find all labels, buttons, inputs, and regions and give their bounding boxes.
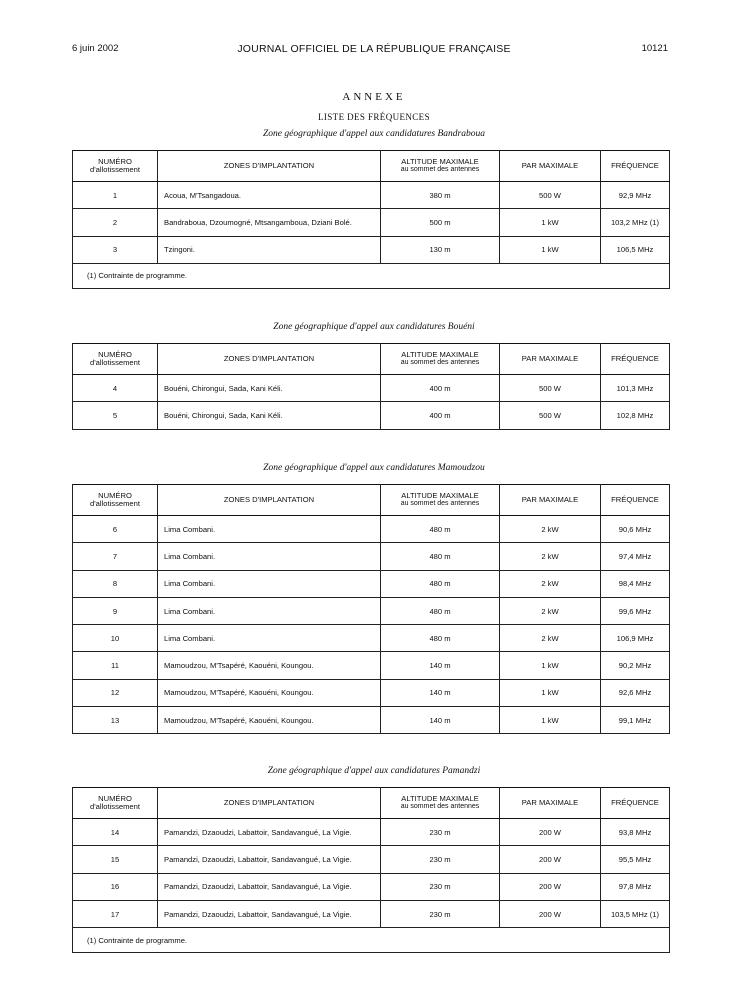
- column-header-altitude-line1: ALTITUDE MAXIMALE: [401, 156, 479, 166]
- frequency-cell: 92,9 MHz: [601, 182, 670, 209]
- implantation-zones-cell: Bouéni, Chirongui, Sada, Kani Kéli.: [158, 402, 381, 429]
- page-number: 10121: [641, 43, 668, 54]
- max-altitude-cell: 480 m: [381, 570, 500, 597]
- table-row: [73, 597, 670, 624]
- max-altitude-cell: 140 m: [381, 679, 500, 706]
- allotment-number-cell: 2: [73, 209, 158, 236]
- max-altitude-cell: 400 m: [381, 402, 500, 429]
- max-power-cell: 2 kW: [500, 625, 601, 652]
- frequency-table-boueni: [72, 343, 670, 430]
- table-row: [73, 402, 670, 429]
- column-header-zones: [158, 151, 381, 182]
- allotment-number-cell: 5: [73, 402, 158, 429]
- frequency-cell: 90,2 MHz: [601, 652, 670, 679]
- max-altitude-cell: 140 m: [381, 652, 500, 679]
- column-header-zones-line1: ZONES D'IMPLANTATION: [223, 353, 315, 363]
- table-header-row: [73, 151, 670, 182]
- column-header-numero-line1: NUMÉRO: [98, 349, 132, 359]
- column-header-numero-line2: d'allotissement: [90, 165, 140, 174]
- column-header-altitude-line2: au sommet des antennes: [400, 500, 480, 507]
- table-header-row: [73, 788, 670, 819]
- table-row: [73, 625, 670, 652]
- column-header-numero: [73, 485, 158, 516]
- implantation-zones-cell: Pamandzi, Dzaoudzi, Labattoir, Sandavangué, La Vigie.: [158, 873, 381, 900]
- max-altitude-cell: 500 m: [381, 209, 500, 236]
- table-row: [73, 182, 670, 209]
- max-power-cell: 1 kW: [500, 679, 601, 706]
- column-header-frequence: [601, 788, 670, 819]
- implantation-zones-cell: Mamoudzou, M'Tsapéré, Kaouéni, Koungou.: [158, 679, 381, 706]
- column-header-par-line1: PAR MAXIMALE: [521, 797, 579, 807]
- implantation-zones-cell: Lima Combani.: [158, 516, 381, 543]
- column-header-numero-line1: NUMÉRO: [98, 793, 132, 803]
- frequency-cell: 90,6 MHz: [601, 516, 670, 543]
- max-power-cell: 2 kW: [500, 516, 601, 543]
- max-power-cell: 200 W: [500, 900, 601, 927]
- table-row: [73, 570, 670, 597]
- table-header-row: [73, 485, 670, 516]
- frequency-cell: 101,3 MHz: [601, 375, 670, 402]
- column-header-frequence-line1: FRÉQUENCE: [611, 797, 659, 807]
- frequency-table-mamoudzou: [72, 484, 670, 734]
- liste-heading: LISTE DES FRÉQUENCES: [317, 112, 430, 122]
- max-power-cell: 200 W: [500, 819, 601, 846]
- max-altitude-cell: 230 m: [381, 846, 500, 873]
- frequency-cell: 106,5 MHz: [601, 236, 670, 263]
- table-row: [73, 209, 670, 236]
- max-altitude-cell: 130 m: [381, 236, 500, 263]
- table-row: [73, 707, 670, 734]
- max-power-cell: 2 kW: [500, 597, 601, 624]
- frequency-cell: 103,5 MHz (1): [601, 900, 670, 927]
- implantation-zones-cell: Pamandzi, Dzaoudzi, Labattoir, Sandavangué, La Vigie.: [158, 846, 381, 873]
- table-header-row: [73, 344, 670, 375]
- implantation-zones-cell: Lima Combani.: [158, 625, 381, 652]
- table-row: [73, 652, 670, 679]
- zone-title-pamandzi: Zone géographique d'appel aux candidatures Pamandzi: [267, 766, 481, 776]
- max-altitude-cell: 230 m: [381, 873, 500, 900]
- column-header-numero-line2: d'allotissement: [90, 802, 140, 811]
- column-header-zones-line1: ZONES D'IMPLANTATION: [223, 494, 315, 504]
- implantation-zones-cell: Mamoudzou, M'Tsapéré, Kaouéni, Koungou.: [158, 652, 381, 679]
- implantation-zones-cell: Tzingoni.: [158, 236, 381, 263]
- implantation-zones-cell: Lima Combani.: [158, 597, 381, 624]
- column-header-altitude-line1: ALTITUDE MAXIMALE: [401, 349, 479, 359]
- column-header-altitude-line2: au sommet des antennes: [400, 803, 480, 810]
- frequency-table-pamandzi: [72, 787, 670, 953]
- column-header-numero: [73, 151, 158, 182]
- column-header-par: [500, 485, 601, 516]
- max-altitude-cell: 230 m: [381, 819, 500, 846]
- footnote-row: [73, 263, 670, 288]
- column-header-altitude: [381, 151, 500, 182]
- implantation-zones-cell: Pamandzi, Dzaoudzi, Labattoir, Sandavangué, La Vigie.: [158, 900, 381, 927]
- footnote: (1) Contrainte de programme.: [73, 928, 670, 953]
- column-header-par: [500, 151, 601, 182]
- allotment-number-cell: 1: [73, 182, 158, 209]
- allotment-number-cell: 11: [73, 652, 158, 679]
- table-row: [73, 819, 670, 846]
- column-header-frequence: [601, 151, 670, 182]
- max-altitude-cell: 480 m: [381, 543, 500, 570]
- frequency-cell: 102,8 MHz: [601, 402, 670, 429]
- max-power-cell: 2 kW: [500, 543, 601, 570]
- column-header-numero-line1: NUMÉRO: [98, 490, 132, 500]
- allotment-number-cell: 4: [73, 375, 158, 402]
- table-row: [73, 873, 670, 900]
- column-header-frequence: [601, 344, 670, 375]
- column-header-altitude-line1: ALTITUDE MAXIMALE: [401, 490, 479, 500]
- max-power-cell: 200 W: [500, 873, 601, 900]
- implantation-zones-cell: Mamoudzou, M'Tsapéré, Kaouéni, Koungou.: [158, 707, 381, 734]
- column-header-par-line1: PAR MAXIMALE: [521, 494, 579, 504]
- column-header-frequence-line1: FRÉQUENCE: [611, 494, 659, 504]
- column-header-par-line1: PAR MAXIMALE: [521, 353, 579, 363]
- implantation-zones-cell: Pamandzi, Dzaoudzi, Labattoir, Sandavangué, La Vigie.: [158, 819, 381, 846]
- max-power-cell: 1 kW: [500, 707, 601, 734]
- column-header-altitude: [381, 344, 500, 375]
- allotment-number-cell: 16: [73, 873, 158, 900]
- table-row: [73, 236, 670, 263]
- allotment-number-cell: 3: [73, 236, 158, 263]
- frequency-cell: 92,6 MHz: [601, 679, 670, 706]
- frequency-cell: 106,9 MHz: [601, 625, 670, 652]
- max-altitude-cell: 480 m: [381, 625, 500, 652]
- max-altitude-cell: 400 m: [381, 375, 500, 402]
- column-header-zones: [158, 344, 381, 375]
- allotment-number-cell: 15: [73, 846, 158, 873]
- column-header-par: [500, 344, 601, 375]
- allotment-number-cell: 12: [73, 679, 158, 706]
- allotment-number-cell: 10: [73, 625, 158, 652]
- frequency-cell: 99,6 MHz: [601, 597, 670, 624]
- column-header-frequence: [601, 485, 670, 516]
- max-power-cell: 1 kW: [500, 209, 601, 236]
- column-header-frequence-line1: FRÉQUENCE: [611, 160, 659, 170]
- allotment-number-cell: 9: [73, 597, 158, 624]
- implantation-zones-cell: Bouéni, Chirongui, Sada, Kani Kéli.: [158, 375, 381, 402]
- max-altitude-cell: 380 m: [381, 182, 500, 209]
- table-row: [73, 846, 670, 873]
- column-header-altitude-line2: au sommet des antennes: [400, 359, 480, 366]
- frequency-cell: 95,5 MHz: [601, 846, 670, 873]
- annexe-heading: ANNEXE: [342, 91, 406, 103]
- max-power-cell: 500 W: [500, 182, 601, 209]
- implantation-zones-cell: Acoua, M'Tsangadoua.: [158, 182, 381, 209]
- header-date: 6 juin 2002: [72, 43, 119, 54]
- frequency-cell: 103,2 MHz (1): [601, 209, 670, 236]
- max-power-cell: 200 W: [500, 846, 601, 873]
- column-header-zones-line1: ZONES D'IMPLANTATION: [223, 797, 315, 807]
- footnote-row: [73, 928, 670, 953]
- column-header-numero: [73, 344, 158, 375]
- journal-title: JOURNAL OFFICIEL DE LA RÉPUBLIQUE FRANÇAISE: [237, 43, 511, 55]
- max-altitude-cell: 480 m: [381, 516, 500, 543]
- allotment-number-cell: 17: [73, 900, 158, 927]
- allotment-number-cell: 7: [73, 543, 158, 570]
- implantation-zones-cell: Lima Combani.: [158, 543, 381, 570]
- column-header-frequence-line1: FRÉQUENCE: [611, 353, 659, 363]
- table-row: [73, 543, 670, 570]
- zone-title-bandraboua: Zone géographique d'appel aux candidatures Bandraboua: [262, 129, 485, 139]
- implantation-zones-cell: Lima Combani.: [158, 570, 381, 597]
- table-row: [73, 516, 670, 543]
- frequency-table-bandraboua: [72, 150, 670, 289]
- implantation-zones-cell: Bandraboua, Dzoumogné, Mtsangamboua, Dziani Bolé.: [158, 209, 381, 236]
- allotment-number-cell: 13: [73, 707, 158, 734]
- max-altitude-cell: 230 m: [381, 900, 500, 927]
- frequency-cell: 97,8 MHz: [601, 873, 670, 900]
- zone-title-mamoudzou: Zone géographique d'appel aux candidatures Mamoudzou: [263, 463, 485, 473]
- column-header-zones: [158, 788, 381, 819]
- max-power-cell: 500 W: [500, 375, 601, 402]
- column-header-altitude: [381, 485, 500, 516]
- column-header-numero-line2: d'allotissement: [90, 358, 140, 367]
- column-header-altitude-line1: ALTITUDE MAXIMALE: [401, 793, 479, 803]
- allotment-number-cell: 6: [73, 516, 158, 543]
- column-header-altitude: [381, 788, 500, 819]
- frequency-cell: 98,4 MHz: [601, 570, 670, 597]
- max-power-cell: 2 kW: [500, 570, 601, 597]
- table-row: [73, 375, 670, 402]
- frequency-cell: 97,4 MHz: [601, 543, 670, 570]
- max-power-cell: 1 kW: [500, 652, 601, 679]
- max-altitude-cell: 480 m: [381, 597, 500, 624]
- table-row: [73, 900, 670, 927]
- footnote: (1) Contrainte de programme.: [73, 263, 670, 288]
- max-power-cell: 500 W: [500, 402, 601, 429]
- max-power-cell: 1 kW: [500, 236, 601, 263]
- column-header-numero: [73, 788, 158, 819]
- column-header-par-line1: PAR MAXIMALE: [521, 160, 579, 170]
- column-header-par: [500, 788, 601, 819]
- column-header-altitude-line2: au sommet des antennes: [400, 166, 480, 173]
- zone-title-boueni: Zone géographique d'appel aux candidatures Bouéni: [273, 322, 475, 332]
- allotment-number-cell: 14: [73, 819, 158, 846]
- table-row: [73, 679, 670, 706]
- column-header-zones: [158, 485, 381, 516]
- column-header-zones-line1: ZONES D'IMPLANTATION: [223, 160, 315, 170]
- allotment-number-cell: 8: [73, 570, 158, 597]
- frequency-cell: 93,8 MHz: [601, 819, 670, 846]
- column-header-numero-line1: NUMÉRO: [98, 156, 132, 166]
- frequency-cell: 99,1 MHz: [601, 707, 670, 734]
- max-altitude-cell: 140 m: [381, 707, 500, 734]
- column-header-numero-line2: d'allotissement: [90, 499, 140, 508]
